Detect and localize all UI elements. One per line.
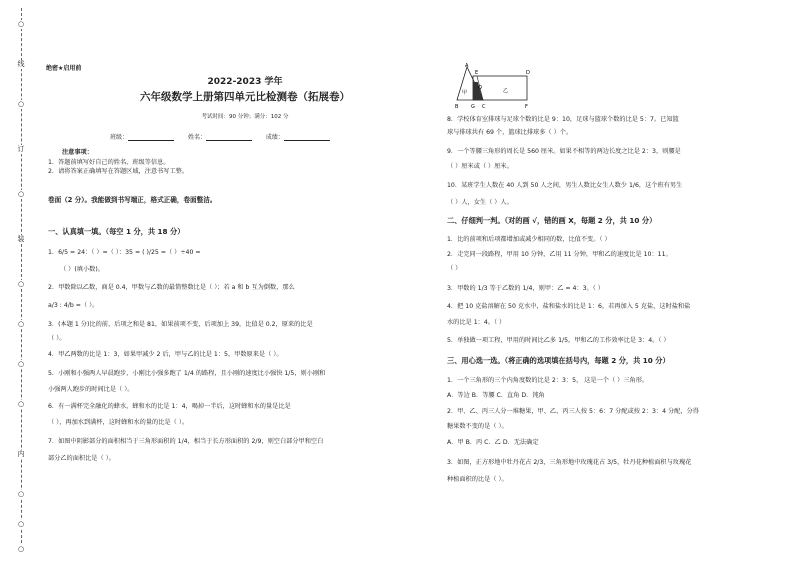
label-d: D <box>526 70 530 76</box>
label-c: C <box>482 104 486 110</box>
notice-title: 注意事项： <box>62 149 93 156</box>
question-text: 5．小刚和小强两人早晨跑步，小刚比小强多跑了 1/4 的路程，且小刚的速度比小强快 1/5，则小刚和 <box>48 370 326 377</box>
exam-meta: 考试时间：90 分钟；满分：102 分 <box>201 114 289 120</box>
question-text: 1．6/5 = 24：（ ）=（ ）：35 = ( )/25 =（ ）÷40 = <box>48 249 201 256</box>
score-blank[interactable] <box>284 133 330 141</box>
question-text: 3．如图，正方形地中牡丹花占 2/3，三角形地中玫瑰花占 3/5，牡丹花种植面积与玫瑰花 <box>447 459 692 466</box>
binding-mark: ○ <box>14 320 28 329</box>
binding-mark: ○ <box>14 400 28 409</box>
question-text: 小强两人跑步的时间比是（ ）。 <box>48 386 134 393</box>
section-heading-judge: 二、仔细判一判。（对的画 √，错的画 X，每题 2 分，共 10 分） <box>447 216 657 225</box>
binding-mark: ○ <box>14 490 28 499</box>
question-text: 8．学校体育室排球与足球个数的比是 9：10，足球与篮球个数的比是 5：7。已知篮 <box>447 116 679 123</box>
binding-margin <box>0 0 42 561</box>
question-text: 3．甲数的 1/3 等于乙数的 1/4，则甲：乙 = 4：3。（ ） <box>447 285 604 292</box>
question-text: 4．甲乙两数的比是 1：3，如果甲减少 2 后，甲与乙的比是 1：5，甲数原来是（ ）。 <box>48 351 283 358</box>
label-f: F <box>525 104 528 110</box>
choice-options: A．等边 B．等腰 C．直角 D．钝角 <box>447 392 545 399</box>
binding-mark: 内 <box>14 450 28 459</box>
question-text: 2．甲数除以乙数，商是 0.4，甲数与乙数的最简整数比是（ ）；若 a 和 b 互为倒数，那么 <box>48 284 295 291</box>
question-text: 7．如图中阴影部分的面积相当于三角形面积的 1/4，相当于长方形面积的 2/9，则空白部分甲和空白 <box>48 438 324 445</box>
score-label: 成绩： <box>265 134 284 141</box>
label-jia: 甲 <box>462 90 468 96</box>
question-text: 2．甲、乙、丙三人分一堆糖果，甲、乙、丙三人按 5：6：7 分配或按 2：3：4 分配，分得 <box>447 408 699 415</box>
question-text: （ ）。 <box>48 335 66 342</box>
question-text: 球与排球共有 69 个，篮球比排球多（ ）个。 <box>447 129 573 136</box>
label-yi: 乙 <box>503 88 509 94</box>
binding-mark: 装 <box>14 235 28 244</box>
label-e: E <box>475 70 479 76</box>
geometry-figure <box>455 62 535 110</box>
binding-mark: 线 <box>14 60 28 69</box>
confidential-stamp: 绝密★启用前 <box>46 65 82 72</box>
name-label: 姓名： <box>187 134 206 141</box>
class-label: 班级： <box>110 134 129 141</box>
class-blank[interactable] <box>128 133 174 141</box>
label-g: G <box>471 104 475 110</box>
section-heading-fill: 一、认真填一填。（每空 1 分，共 18 分） <box>48 227 185 236</box>
score-face-note: 卷面（2 分）。我能做到书写端正，格式正确，卷面整洁。 <box>48 196 217 204</box>
question-text: 2．走完同一段路程，甲用 10 分钟，乙用 11 分钟，甲和乙的速度比是 10：11。 <box>447 251 672 258</box>
label-o: O <box>478 85 482 91</box>
question-text: 1．比的前项和后项都增加或减少相同的数，比值不变。（ ） <box>447 236 611 243</box>
label-b: B <box>455 104 459 110</box>
name-blank[interactable] <box>206 133 252 141</box>
question-text: （ ） <box>447 265 462 272</box>
question-text: 水的比是 1：4。（ ） <box>447 319 506 326</box>
binding-mark: ○ <box>14 190 28 199</box>
question-text: 糖果数不变的是（ ）。 <box>447 423 508 430</box>
question-text: （ ），再加水到满杯，这时蜂和水的量的比是（ ）。 <box>48 419 189 426</box>
section-heading-choice: 三、用心选一选。（将正确的选项填在括号内，每题 2 分，共 10 分） <box>447 356 670 365</box>
question-text: （ ）(填小数)。 <box>60 266 104 273</box>
question-text: （ ）人，女生（ ）人。 <box>447 199 513 206</box>
notice-item: 1．答题前填写好自己的姓名、班级等信息。 <box>48 159 170 166</box>
exam-title: 六年级数学上册第四单元比检测卷（拓展卷） <box>140 91 350 103</box>
binding-mark: ○ <box>14 280 28 289</box>
question-text: 种植面积的比是（ ）。 <box>447 476 508 483</box>
binding-mark: ○ <box>14 100 28 109</box>
binding-mark: 订 <box>14 145 28 154</box>
student-info-fields <box>110 132 342 141</box>
label-a: A <box>465 63 469 69</box>
choice-options: A．甲 B．丙 C．乙 D．无法确定 <box>447 439 539 446</box>
binding-mark: ○ <box>14 360 28 369</box>
exam-year: 2022-2023 学年 <box>207 77 283 87</box>
question-text: 3．(本题 1 分)比的前、后项之和是 81，如果前项不变，后项加上 39，比值是 0.2，原来的比是 <box>48 321 313 328</box>
question-text: 9．一个等腰三角形的周长是 560 厘米。如果不相等的两边长度之比是 2：3，则腰是 <box>447 148 681 155</box>
question-text: 部分乙的面积比是（ ）。 <box>48 455 115 462</box>
question-text: 6．有一满杯完全融化的蜂水，蜂和水的比是 1：4，喝掉一半后，这时蜂和水的量是比是 <box>48 403 291 410</box>
question-text: 1．一个三角形的三个内角度数的比是 2：3：5， 这是一个（ ）三角形。 <box>447 377 649 384</box>
question-text: （ ）厘米或（ ）厘米。 <box>447 163 513 170</box>
binding-mark: ○ <box>14 545 28 554</box>
question-text: a/3 : 4/b =（ ）。 <box>48 302 99 309</box>
binding-mark: ○ <box>14 20 28 29</box>
question-text: 4．把 10 克盐溶解在 50 克水中，盐和盐水的比是 1：6，若再加入 5 克盐，这时盐和盐 <box>447 303 691 310</box>
notice-item: 2．请将答案正确填写在答题区域，注意书写工整。 <box>48 168 189 175</box>
binding-mark: ○ <box>14 520 28 529</box>
question-text: 5．单独做一项工程，甲用的时间比乙多 1/5，甲和乙的工作效率比是 3：4。（ ） <box>447 337 670 344</box>
question-text: 10．某班学生人数在 40 人到 50 人之间，男生人数比女生人数少 1/6，这个班有男生 <box>447 182 683 189</box>
